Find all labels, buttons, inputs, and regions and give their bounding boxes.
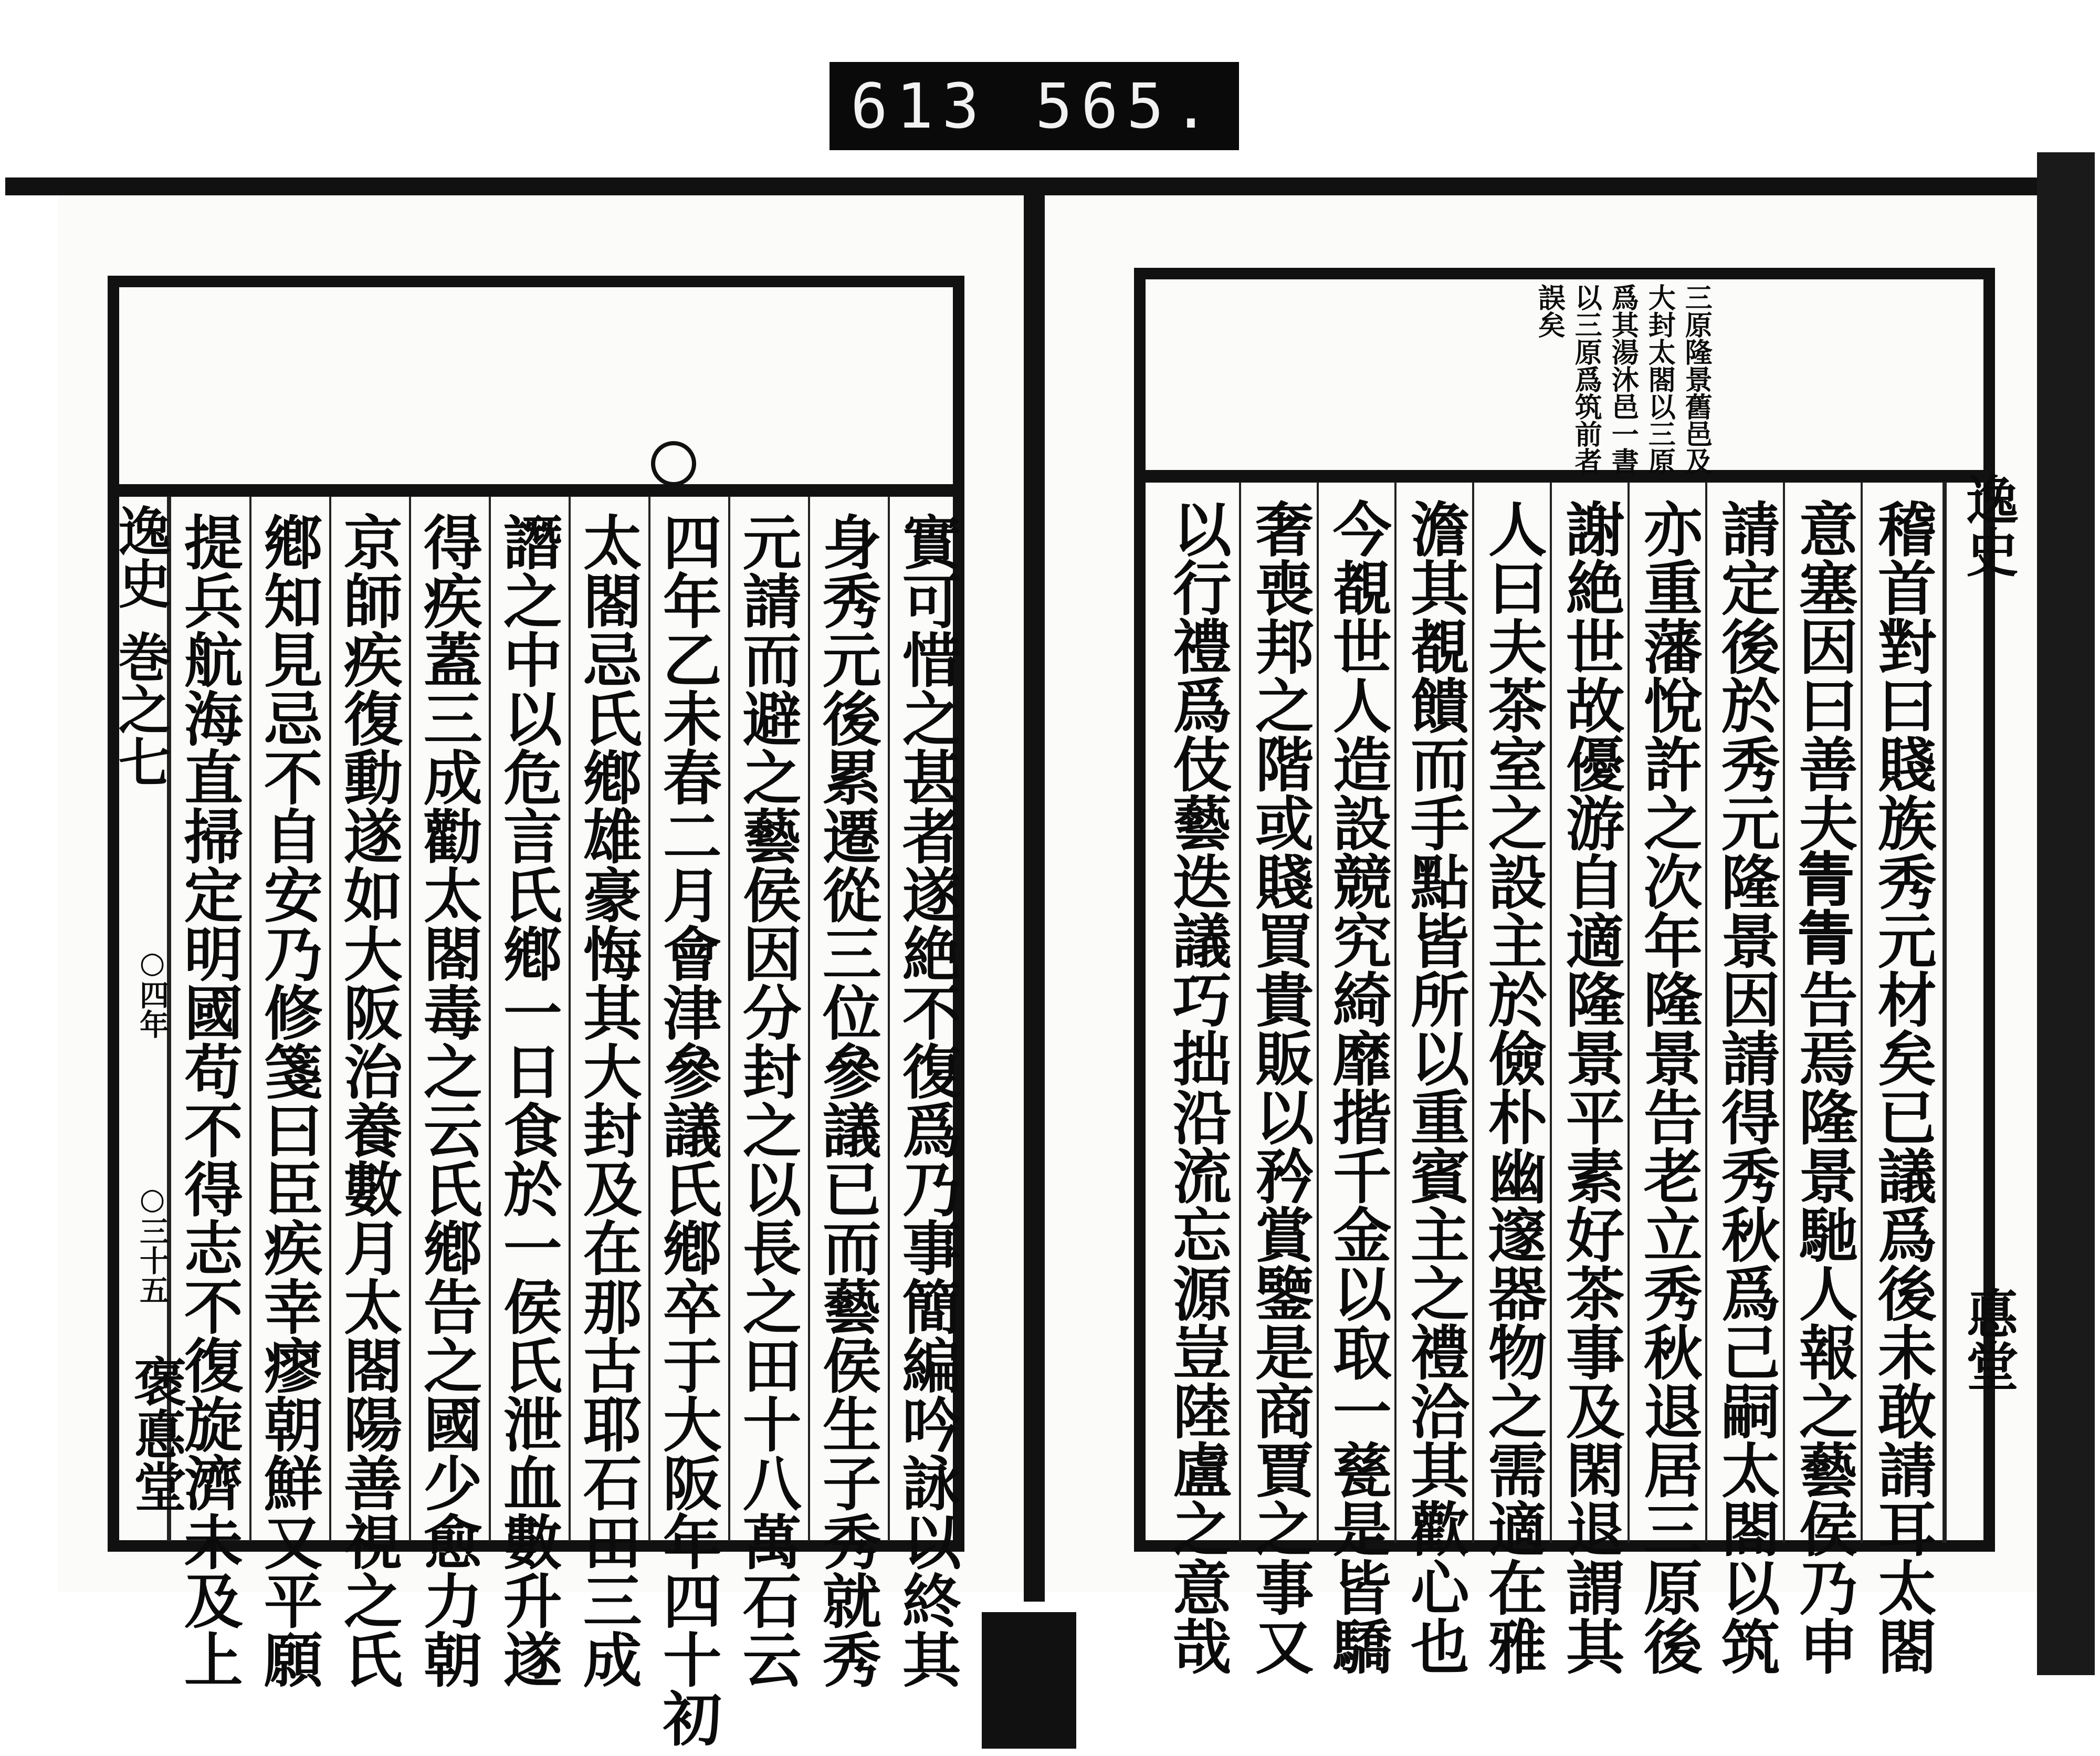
- left-text-column-3: 元請而避之藝侯因分封之以長之田十八萬石云: [733, 512, 802, 1688]
- right-text-column-4: 亦重藩悅許之次年隆景告老立秀秋退居三原後: [1634, 499, 1703, 1675]
- circle-mark: [651, 441, 696, 486]
- left-text-column-1: 實可惜之甚者遂絶不復爲乃事簡編吟詠以終其: [892, 512, 962, 1688]
- page-number: ○三十五: [135, 1182, 170, 1304]
- right-header-rule: [1134, 470, 1995, 483]
- scan-right-edge: [2037, 152, 2095, 1675]
- left-text-column-10: 提兵航海直掃定明國苟不得志不復旋濟未及上: [174, 512, 244, 1688]
- archive-number-left: 613: [850, 70, 988, 142]
- header-note-line-4: 以三原爲筑前者: [1570, 284, 1602, 475]
- scan-top-edge: [5, 177, 2084, 195]
- left-text-column-8: 京師疾復動遂如大阪治養數月太閤陽善視之氏: [334, 512, 403, 1688]
- binding-clip: [982, 1612, 1076, 1749]
- header-note-line-3: 爲其湯沐邑一書: [1606, 284, 1639, 475]
- left-text-column-5: 太閤忌氏鄕雄豪悔其大封及在那古耶石田三成: [573, 512, 643, 1688]
- right-text-column-5: 謝絶世故優游自適隆景平素好茶事及閑退謂其: [1556, 499, 1625, 1675]
- archive-number-right: 565.: [1035, 70, 1218, 142]
- right-margin-publisher: 悳堂: [1957, 1287, 2019, 1392]
- left-text-column-9: 鄕知見忌不自安乃修箋曰臣疾幸瘳朝鮮又平願: [254, 512, 323, 1688]
- right-text-column-6: 人曰夫茶室之設主於儉朴幽邃器物之需適在雅: [1478, 499, 1548, 1675]
- header-note-line-5: 誤矣: [1533, 284, 1566, 338]
- left-text-column-7: 得疾蓋三成勸太閤毒之云氏鄕告之國少愈力朝: [414, 512, 483, 1688]
- book-title: 逸史: [109, 504, 172, 609]
- right-text-column-8: 今覩世人造設競究綺靡揩千金以取一甆是皆驕: [1323, 499, 1392, 1675]
- right-text-column-1: 稽首對曰賤族秀元材矣已議爲後未敢請耳太閤: [1868, 499, 1937, 1675]
- right-text-column-9: 奢喪邦之階或賤買貴販以矜賞鑒是商賈之事又: [1245, 499, 1315, 1675]
- book-spine: [1024, 184, 1045, 1602]
- archive-number-label: [830, 62, 1239, 150]
- header-note-line-2: 大封太閤以三原: [1643, 284, 1676, 475]
- year-note: ○四年: [135, 945, 170, 1039]
- right-text-column-2: 意塞因曰善夫𤯝𤯝告焉隆景馳人報之藝侯乃申: [1789, 499, 1858, 1675]
- publisher-name: 褒悳堂: [125, 1355, 187, 1512]
- right-text-column-7: 澹其覩饋而手點皆所以重賓主之禮洽其歡心也: [1401, 499, 1470, 1675]
- right-margin-title: 逸史: [1957, 473, 2019, 578]
- right-text-column-3: 請定後於秀元隆景因請得秀秋爲己嗣太閤以筑: [1712, 499, 1781, 1675]
- right-text-column-10: 以行禮爲伎藝迭議巧拙沿流忘源豈陸盧之意哉: [1163, 499, 1232, 1675]
- left-text-column-2: 身秀元後累遷從三位參議已而藝侯生子秀就秀: [813, 512, 882, 1688]
- right-margin-rule: [1942, 482, 1947, 1543]
- left-header-rule: [108, 484, 964, 497]
- left-text-column-6: 譖之中以危言氏鄕一日食於一侯氏泄血數升遂: [494, 512, 563, 1688]
- header-note-line-1: 三原隆景舊邑及: [1680, 284, 1713, 475]
- left-margin-title: [109, 504, 172, 788]
- left-text-column-4: 四年乙未春二月會津參議氏鄕卒于大阪年四十初: [653, 512, 722, 1747]
- volume-label: 巻之七: [109, 630, 172, 788]
